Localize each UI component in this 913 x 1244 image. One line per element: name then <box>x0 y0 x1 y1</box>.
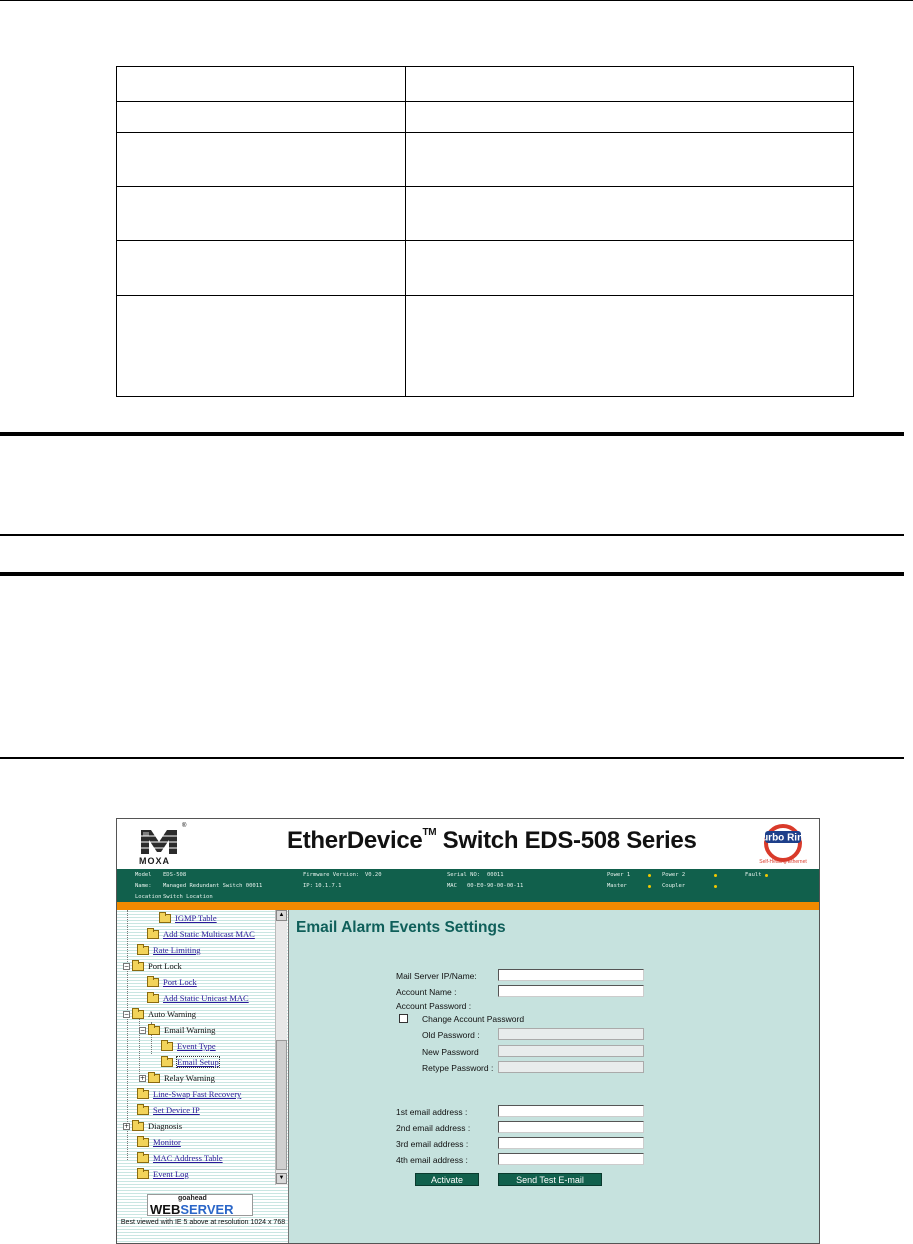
moxa-logo <box>139 826 179 868</box>
fault-led-icon <box>765 874 768 877</box>
orange-divider <box>117 902 820 910</box>
ip-value: 10.1.7.1 <box>315 883 342 889</box>
coupler-label: Coupler <box>662 883 686 889</box>
serial-value: 00011 <box>487 872 504 878</box>
sidebar-item-port-lock[interactable]: Port Lock <box>147 975 197 989</box>
change-password-checkbox[interactable] <box>399 1014 408 1023</box>
mail-server-input[interactable] <box>498 969 644 981</box>
power1-led-icon <box>648 874 651 877</box>
name-label: Name: <box>135 883 152 889</box>
serial-label: Serial NO: <box>447 872 481 878</box>
product-title: EtherDevice™ Switch EDS-508 Series <box>287 827 697 854</box>
table-cell <box>406 133 854 187</box>
table-cell <box>117 241 406 296</box>
folder-icon <box>147 930 159 939</box>
model-label: Model <box>135 872 152 878</box>
folder-icon <box>137 1154 149 1163</box>
folder-icon <box>137 1138 149 1147</box>
sidebar-item-igmp-table[interactable]: IGMP Table <box>159 911 217 925</box>
table-cell <box>406 67 854 102</box>
folder-icon <box>147 978 159 987</box>
new-password-label: New Password <box>422 1047 479 1057</box>
account-password-label: Account Password : <box>396 1001 472 1011</box>
brand-name: MOXA <box>139 856 170 866</box>
scroll-up-icon[interactable]: ▲ <box>276 910 287 921</box>
table-cell <box>406 241 854 296</box>
navigation-sidebar <box>117 910 289 1244</box>
folder-icon <box>137 1106 149 1115</box>
sidebar-item-add-static-unicast-mac[interactable]: Add Static Unicast MAC <box>147 991 249 1005</box>
registered-icon: ® <box>182 823 187 829</box>
table-cell <box>406 296 854 397</box>
account-name-label: Account Name : <box>396 987 457 997</box>
firmware-label: Firmware Version: <box>303 872 360 878</box>
expand-icon[interactable]: + <box>124 1122 130 1130</box>
sidebar-item-mac-address-table[interactable]: MAC Address Table <box>137 1151 223 1165</box>
sidebar-scrollbar[interactable] <box>275 910 287 1185</box>
new-password-input[interactable] <box>498 1045 644 1057</box>
sidebar-item-relay-warning[interactable]: + Relay Warning <box>140 1073 215 1083</box>
email4-label: 4th email address : <box>396 1155 468 1165</box>
master-led-icon <box>648 885 651 888</box>
sidebar-item-rate-limiting[interactable]: Rate Limiting <box>137 943 200 957</box>
sidebar-item-line-swap-fast-recovery[interactable]: Line-Swap Fast Recovery <box>137 1087 241 1101</box>
turbo-ring-logo <box>753 823 813 867</box>
retype-password-input[interactable] <box>498 1061 644 1073</box>
email1-input[interactable] <box>498 1105 644 1117</box>
table-cell <box>117 102 406 133</box>
mail-server-label: Mail Server IP/Name: <box>396 971 477 981</box>
account-name-input[interactable] <box>498 985 644 997</box>
email-settings-panel <box>289 910 820 1244</box>
email1-label: 1st email address : <box>396 1107 468 1117</box>
power2-led-icon <box>714 874 717 877</box>
folder-icon <box>159 914 171 923</box>
folder-icon <box>137 946 149 955</box>
email3-label: 3rd email address : <box>396 1139 469 1149</box>
sidebar-item-email-setup[interactable]: Email Setup <box>161 1055 219 1069</box>
device-info-bar <box>117 869 820 902</box>
folder-open-icon <box>132 962 144 971</box>
page-title: Email Alarm Events Settings <box>296 919 506 936</box>
sidebar-item-set-device-ip[interactable]: Set Device IP <box>137 1103 200 1117</box>
web-console-screenshot <box>116 818 820 1244</box>
collapse-icon[interactable]: − <box>140 1026 146 1034</box>
sidebar-item-event-log[interactable]: Event Log <box>137 1167 189 1181</box>
model-value: EDS-508 <box>163 872 187 878</box>
folder-open-icon <box>132 1010 144 1019</box>
folder-icon <box>137 1170 149 1179</box>
retype-password-label: Retype Password : <box>422 1063 494 1073</box>
power2-label: Power 2 <box>662 872 686 878</box>
note-box-top-rule <box>0 572 904 576</box>
old-password-label: Old Password : <box>422 1030 480 1040</box>
sidebar-item-diagnosis[interactable]: + Diagnosis <box>124 1121 182 1131</box>
scroll-down-icon[interactable]: ▼ <box>276 1173 287 1184</box>
table-cell <box>117 67 406 102</box>
scroll-thumb[interactable] <box>276 1040 287 1170</box>
firmware-value: V0.20 <box>365 872 382 878</box>
mac-value: 00-E0-90-00-00-11 <box>467 883 524 889</box>
ip-label: IP: <box>303 883 313 889</box>
table-cell <box>117 187 406 241</box>
folder-icon <box>132 1122 144 1131</box>
sidebar-item-auto-warning[interactable]: − Auto Warning <box>124 1009 197 1019</box>
email2-label: 2nd email address : <box>396 1123 471 1133</box>
folder-icon <box>148 1074 160 1083</box>
folder-icon <box>161 1042 173 1051</box>
note-box-bottom-rule <box>0 534 904 536</box>
old-password-input[interactable] <box>498 1028 644 1040</box>
sidebar-item-email-warning[interactable]: − Email Warning <box>140 1025 216 1035</box>
location-label: Location <box>135 894 162 900</box>
folder-icon <box>137 1090 149 1099</box>
send-test-email-button[interactable]: Send Test E-mail <box>498 1173 602 1186</box>
folder-open-icon <box>148 1026 160 1035</box>
sidebar-item-event-type[interactable]: Event Type <box>161 1039 216 1053</box>
expand-icon[interactable]: + <box>140 1074 146 1082</box>
note-box-top-rule <box>0 432 904 436</box>
table-cell <box>117 296 406 397</box>
collapse-icon[interactable]: − <box>124 962 130 970</box>
note-box-bottom-rule <box>0 757 904 759</box>
navigation-tree <box>117 910 275 1193</box>
settings-table <box>116 66 854 397</box>
page-top-rule <box>0 0 913 1</box>
activate-button[interactable]: Activate <box>415 1173 479 1186</box>
badge-tagline: Self-Healing Ethernet <box>759 859 807 865</box>
folder-icon <box>147 994 159 1003</box>
email3-input[interactable] <box>498 1137 644 1149</box>
mac-label: MAC <box>447 883 457 889</box>
table-cell <box>117 133 406 187</box>
location-value: Switch Location <box>163 894 213 900</box>
folder-icon <box>161 1058 173 1067</box>
coupler-led-icon <box>714 885 717 888</box>
sidebar-item-monitor[interactable]: Monitor <box>137 1135 181 1149</box>
email4-input[interactable] <box>498 1153 644 1165</box>
sidebar-item-port-lock-group[interactable]: − Port Lock <box>124 961 182 971</box>
name-value: Managed Redundant Switch 00011 <box>163 883 263 889</box>
collapse-icon[interactable]: − <box>124 1010 130 1018</box>
header-banner <box>117 819 820 869</box>
master-label: Master <box>607 883 627 889</box>
power1-label: Power 1 <box>607 872 631 878</box>
table-cell <box>406 102 854 133</box>
email2-input[interactable] <box>498 1121 644 1133</box>
sidebar-item-add-static-multicast-mac[interactable]: Add Static Multicast MAC <box>147 927 255 941</box>
fault-label: Fault <box>745 872 762 878</box>
change-password-label: Change Account Password <box>422 1014 525 1024</box>
goahead-webserver-logo: goahead WEBSERVER <box>147 1194 253 1216</box>
best-viewed-note: Best viewed with IE 5 above at resolution 1024 x 768 <box>120 1219 286 1226</box>
badge-text: Turbo Ring <box>756 832 810 844</box>
table-cell <box>406 187 854 241</box>
